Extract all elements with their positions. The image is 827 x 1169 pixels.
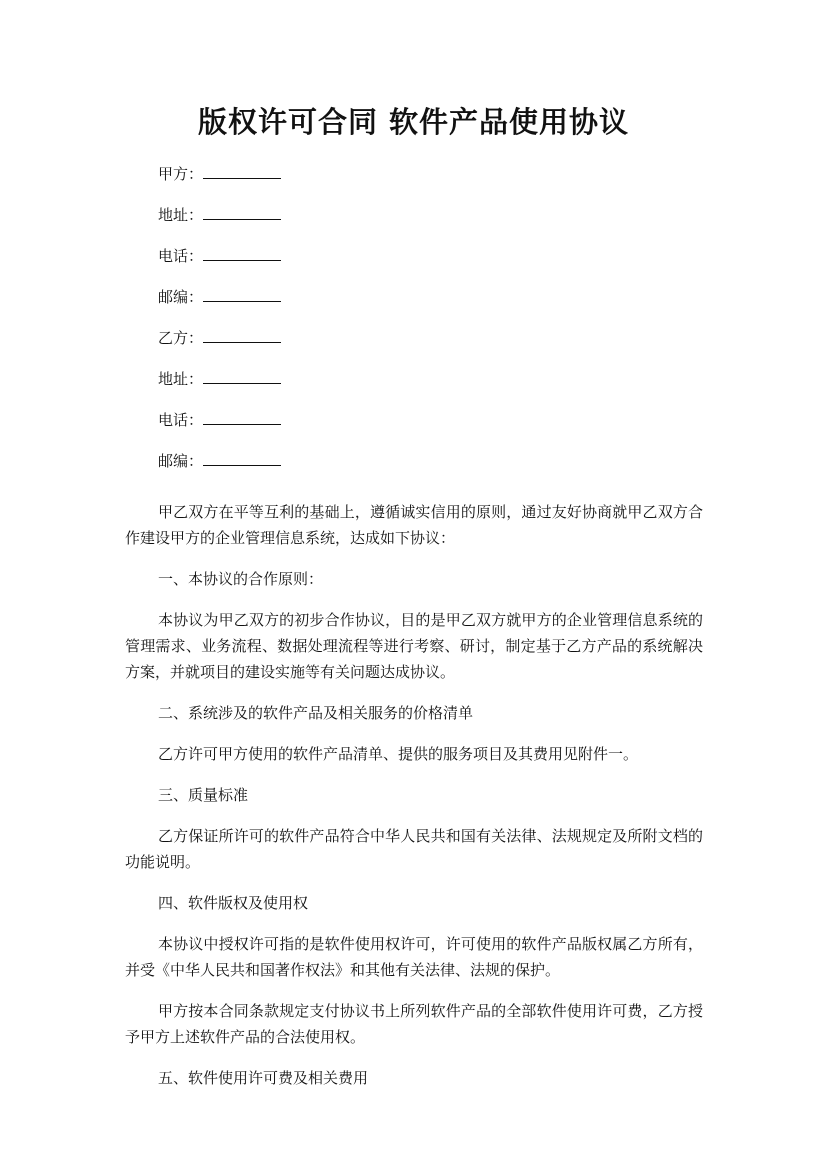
section-text-4b: 甲方按本合同条款规定支付协议书上所列软件产品的全部软件使用许可费，乙方授予甲方上述软件产品的合法使用权。 <box>125 1002 703 1046</box>
fill-in-blank <box>203 365 281 384</box>
section-text-1: 本协议为甲乙双方的初步合作协议，目的是甲乙双方就甲方的企业管理信息系统的管理需求、业务流程、数据处理流程等进行考察、研讨，制定基于乙方产品的系统解决方案，并就项目的建设实施等有关问题达成协议。 <box>125 611 703 681</box>
party-b-address-field <box>125 365 703 391</box>
party-b-name-field <box>125 324 703 350</box>
section-heading-1: 一、本协议的合作原则： <box>158 570 324 588</box>
field-label: 邮编： <box>158 452 204 470</box>
fill-in-blank <box>203 324 281 343</box>
field-label: 乙方： <box>158 329 204 347</box>
fill-in-blank <box>203 201 281 220</box>
fill-in-blank <box>203 406 281 425</box>
party-b-postcode-field <box>125 447 703 473</box>
party-a-address-field <box>125 201 703 227</box>
section-heading-3: 三、质量标准 <box>158 786 249 804</box>
party-b-phone-field <box>125 406 703 432</box>
section-heading-4: 四、软件版权及使用权 <box>158 894 309 912</box>
field-label: 电话： <box>158 247 204 265</box>
document-title: 版权许可合同 软件产品使用协议 <box>197 105 630 139</box>
field-label: 甲方： <box>158 165 204 183</box>
party-a-phone-field <box>125 242 703 268</box>
fill-in-blank <box>203 160 281 179</box>
fill-in-blank <box>203 447 281 466</box>
field-label: 电话： <box>158 411 204 429</box>
fill-in-blank <box>203 283 281 302</box>
section-heading-5: 五、软件使用许可费及相关费用 <box>158 1069 369 1087</box>
document-body <box>125 160 703 1106</box>
section-text-2: 乙方许可甲方使用的软件产品清单、提供的服务项目及其费用见附件一。 <box>158 745 639 763</box>
section-heading-2: 二、系统涉及的软件产品及相关服务的价格清单 <box>158 704 474 722</box>
party-a-postcode-field <box>125 283 703 309</box>
party-a-name-field <box>125 160 703 186</box>
field-label: 地址： <box>158 370 204 388</box>
section-text-3: 乙方保证所许可的软件产品符合中华人民共和国有关法律、法规规定及所附文档的功能说明。 <box>125 827 703 871</box>
fill-in-blank <box>203 242 281 261</box>
intro-paragraph: 甲乙双方在平等互利的基础上，遵循诚实信用的原则，通过友好协商就甲乙双方合作建设甲方的企业管理信息系统，达成如下协议： <box>125 503 703 547</box>
field-label: 地址： <box>158 206 204 224</box>
field-label: 邮编： <box>158 288 204 306</box>
section-text-4a: 本协议中授权许可指的是软件使用权许可，许可使用的软件产品版权属乙方所有，并受《中华人民共和国著作权法》和其他有关法律、法规的保护。 <box>125 935 703 979</box>
